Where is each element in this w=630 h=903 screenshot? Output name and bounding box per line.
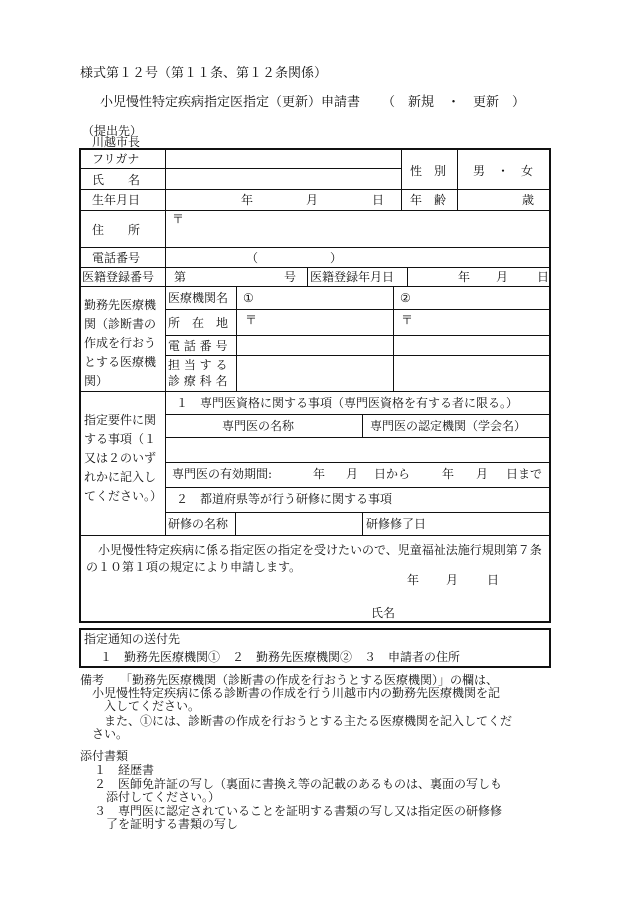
inst-name-label: 医療機関名 bbox=[168, 291, 229, 305]
remarks-line-4: また、①には、診断書の作成を行おうとする主たる医療機関を記入してくだ bbox=[104, 714, 513, 728]
inst-circle-2: ② bbox=[400, 291, 411, 305]
notice-title: 指定通知の送付先 bbox=[84, 632, 181, 646]
remarks-line-5: さい。 bbox=[92, 727, 129, 741]
specialist-name-label: 専門医の名称 bbox=[222, 419, 295, 433]
name-label: 氏 名 bbox=[92, 173, 141, 187]
reg-date-label: 医籍登録年月日 bbox=[310, 270, 395, 284]
address-label: 住 所 bbox=[92, 223, 141, 237]
birth-month: 月 bbox=[306, 193, 319, 207]
age-label: 年 齢 bbox=[410, 193, 447, 207]
form-title: 小児慢性特定疾病指定医指定（更新）申請書 bbox=[100, 95, 361, 110]
furigana-label: フリガナ bbox=[92, 152, 140, 166]
reg-no-suffix: 号 bbox=[284, 270, 297, 284]
reg-date-month: 月 bbox=[496, 270, 509, 284]
inst-dept-label-1: 担 当 す る bbox=[168, 358, 228, 372]
inst-address-label: 所 在 地 bbox=[168, 316, 229, 330]
period-until-month: 月 bbox=[476, 467, 489, 481]
submit-to-label: （提出先） bbox=[82, 124, 143, 138]
inst-phone-label: 電 話 番 号 bbox=[168, 339, 228, 353]
requirements-label: 指定要件に関する事項（１又は２のいずれかに記入してください。） bbox=[84, 413, 163, 503]
phone-parens: （ ） bbox=[246, 251, 343, 265]
statement-month: 月 bbox=[446, 573, 459, 587]
sex-options: 男 ・ 女 bbox=[473, 164, 534, 178]
attachment-item-3b: 了を証明する書類の写し bbox=[106, 817, 239, 831]
reg-date-year: 年 bbox=[458, 270, 471, 284]
notice-options: １ 勤務先医療機関① ２ 勤務先医療機関② ３ 申請者の住所 bbox=[100, 650, 461, 664]
period-from-year: 年 bbox=[313, 467, 326, 481]
remarks-line-2: 小児慢性特定疾病に係る診断書の作成を行う川越市内の勤務先医療機関を記 bbox=[92, 686, 501, 700]
period-from-month: 月 bbox=[346, 467, 359, 481]
statement-year: 年 bbox=[407, 573, 420, 587]
form-title-options: （ 新規 ・ 更新 ） bbox=[382, 95, 526, 110]
remarks-label: 備考 bbox=[80, 673, 105, 687]
attachment-item-3a: ３ 専門医に認定されていることを証明する書類の写し又は指定医の研修修 bbox=[94, 804, 503, 818]
statement-day: 日 bbox=[487, 573, 500, 587]
inst-dept-label-2: 診 療 科 名 bbox=[168, 374, 228, 388]
age-unit: 歳 bbox=[522, 193, 535, 207]
training-name-label: 研修の名称 bbox=[168, 517, 229, 531]
form-number: 様式第１２号（第１１条、第１２条関係） bbox=[80, 66, 328, 81]
address-postal-mark: 〒 bbox=[172, 212, 185, 226]
attachments-title: 添付書類 bbox=[80, 749, 129, 763]
period-until-year: 年 bbox=[442, 467, 455, 481]
requirement-1: １ 専門医資格に関する事項（専門医資格を有する者に限る。） bbox=[176, 396, 519, 410]
signature-label: 氏名 bbox=[371, 606, 396, 620]
work-institution-label: 勤務先医療機関（診断書の作成を行おうとする医療機関） bbox=[84, 298, 157, 388]
phone-label: 電話番号 bbox=[92, 251, 141, 265]
inst-postal-mark-2: 〒 bbox=[401, 313, 414, 327]
attachment-item-2a: ２ 医師免許証の写し（裏面に書換え等の記載のあるものは、裏面の写しも bbox=[94, 777, 503, 791]
period-from: 日から bbox=[374, 467, 411, 481]
attachment-item-2b: 添付してください。） bbox=[106, 790, 221, 804]
submit-to: 川越市長 bbox=[92, 135, 141, 149]
specialist-period-label: 専門医の有効期間: bbox=[172, 467, 273, 481]
inst-circle-1: ① bbox=[243, 291, 254, 305]
period-until: 日まで bbox=[506, 467, 543, 481]
reg-no-prefix: 第 bbox=[174, 270, 187, 284]
requirement-2: ２ 都道府県等が行う研修に関する事項 bbox=[176, 492, 393, 506]
training-done-label: 研修修了日 bbox=[366, 517, 427, 531]
specialist-org-label: 専門医の認定機関（学会名） bbox=[370, 419, 527, 433]
birth-year: 年 bbox=[241, 193, 254, 207]
remarks-line-1: 「勤務先医療機関（診断書の作成を行おうとする医療機関）」の欄は、 bbox=[120, 673, 499, 687]
birth-day: 日 bbox=[372, 193, 385, 207]
application-statement: 小児慢性特定疾病に係る指定医の指定を受けたいので、児童福祉法施行規則第７条の１０第１項の規定により申請します。 bbox=[86, 543, 542, 574]
inst-postal-mark-1: 〒 bbox=[245, 313, 258, 327]
sex-label: 性 別 bbox=[410, 164, 447, 178]
reg-date-day: 日 bbox=[537, 270, 550, 284]
attachment-item-1: １ 経歴書 bbox=[94, 763, 155, 777]
reg-no-label: 医籍登録番号 bbox=[82, 270, 155, 284]
birth-label: 生年月日 bbox=[92, 193, 141, 207]
remarks-line-3: 入してください。 bbox=[104, 699, 201, 713]
